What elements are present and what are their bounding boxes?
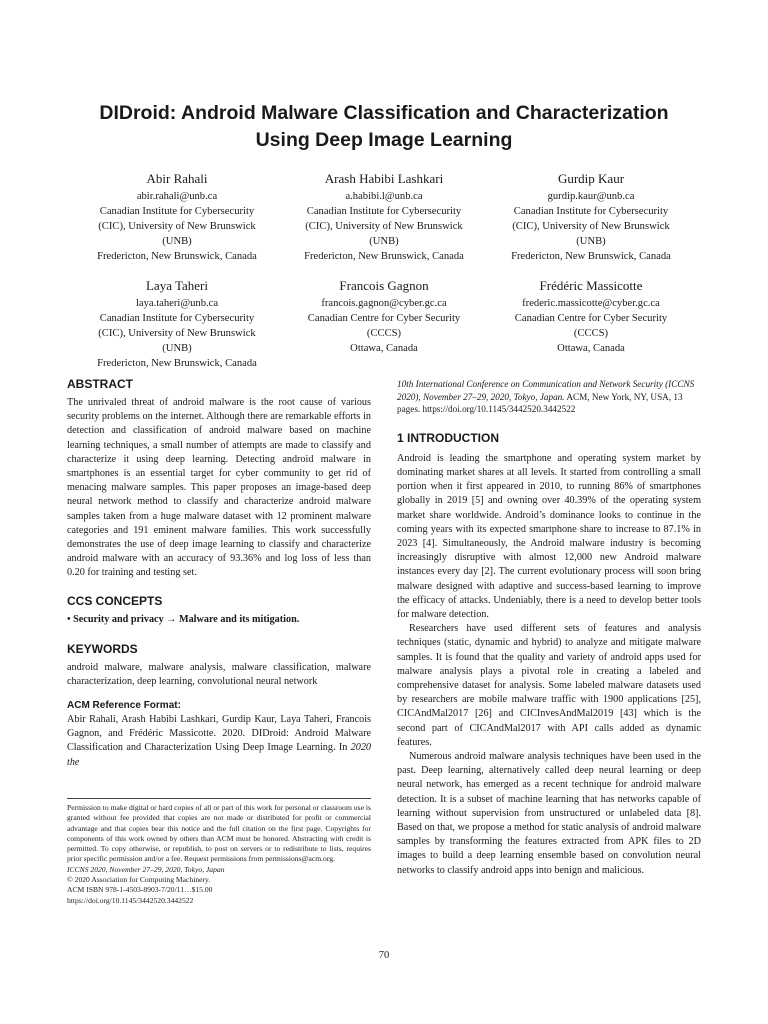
author-affiliation: (CIC), University of New Brunswick [98, 221, 256, 232]
intro-paragraph: Android is leading the smartphone and operating system market by dominating market shares at all levels. It started from controlling a small portion when it first appeared in 2010, to running 86% of smartphones globally in 2019 [5] and owning over 40.39% of the operating system market share worldwide. Android’s dominance looks to continue in the coming years with its expected smartphone share to increase to 87.1% in 2023 [4]. Simultaneously, the Android malware industry is becoming increasingly disruptive with almost 12,000 new Android malware instances every day [2]. The current evolutionary process will soon bring malware designed with adaptive and success-based learning to improve the efficacy of attacks. Undeniably, there is a need to develop better tools for malware detection. [397, 452, 701, 621]
author-location: Fredericton, New Brunswick, Canada [304, 251, 464, 262]
footnote-venue: ICCNS 2020, November 27–29, 2020, Tokyo, Japan [67, 864, 225, 874]
acm-reference-venue: 2020 the [67, 742, 371, 768]
author-block [77, 277, 277, 371]
author-block [491, 170, 691, 264]
abstract-text: The unrivaled threat of android malware is the root cause of various security problems on the internet. Although there are remarkable efforts in detection and classification of android malware based on machine learning techniques, a small number of attempts are made to classify and characterize it using deep learning. Detecting android malware in smartphones is an essential target for cyber community to get rid of menacing malware samples. This paper proposes an image-based deep neural network method to classify and characterize android malware samples taken from a huge malware dataset with 12 prominent malware categories and 191 eminent malware families. This work successfully demonstrates the use of deep image learning to classify and characterize android malware with an accuracy of 93.36% and log loss of less than 0.20 for training and testing set. [67, 397, 371, 579]
author-location: Ottawa, Canada [350, 343, 418, 354]
author-affiliation: Canadian Centre for Cyber Security [307, 313, 461, 324]
intro-paragraph: Numerous android malware analysis techniques have been used in the past. Deep learning, alternatively called deep neural learning or deep neural network, has emerged as a recent technique for android malware detection. It is a subset of machine learning that has networks capable of learning without supervision from unstructured or unlabeled data [8]. Based on that, we propose a method for static analysis of android malware samples by transforming the features extracted from APK files to 2D images to build a deep learning ensemble based on convolution neural networks to classify android apps into benign and malicious. [397, 751, 701, 876]
author-name: Frédéric Massicotte [539, 278, 643, 293]
author-block [491, 277, 691, 356]
author-affiliation: Canadian Centre for Cyber Security [514, 313, 668, 324]
author-name: Abir Rahali [146, 171, 208, 186]
author-email: frederic.massicotte@cyber.gc.ca [522, 298, 660, 309]
author-affiliation: Canadian Institute for Cybersecurity [513, 206, 669, 217]
intro-paragraph: Researchers have used different sets of features and analysis techniques (static, dynamic and hybrid) to analyze and mitigate malware samples. It is found that the quality and variety of android apps used for malware analysis plays a pivotal role in creating a labeled and comprehensive dataset for analysis. Some labeled malware datasets used by researchers are mobile malware traffic with 1900 applications [25], CICAndMal2017 [26] and CICInvesAndMal2019 [43] which is the second part of CICAndMal2017 with API calls added as dynamic features. [397, 623, 701, 748]
acm-reference-text [67, 713, 371, 770]
author-name: Gurdip Kaur [557, 171, 625, 186]
author-block [284, 170, 484, 264]
paper-title [0, 100, 768, 154]
author-email: abir.rahali@unb.ca [136, 191, 218, 202]
paper-title-line-2: Using Deep Image Learning [255, 129, 513, 151]
acm-reference-body: Abir Rahali, Arash Habibi Lashkari, Gurdip Kaur, Laya Taheri, Francois Gagnon, and Frédéric Massicotte. 2020. DIDroid: Android Malware Classification and Characterization Using Deep Image Learning. In [67, 714, 371, 754]
author-location: Fredericton, New Brunswick, Canada [97, 358, 257, 369]
author-affiliation: (CIC), University of New Brunswick [305, 221, 463, 232]
author-location: Ottawa, Canada [557, 343, 625, 354]
author-email: a.habibi.l@unb.ca [345, 191, 423, 202]
author-location: Fredericton, New Brunswick, Canada [511, 251, 671, 262]
permission-text: Permission to make digital or hard copies of all or part of this work for personal or classroom use is granted without fee provided that copies are not made or distributed for profit or commercial advantage and that copies bear this notice and the full citation on the first page. Copyrights for components of this work owned by others than ACM must be honored. Abstracting with credit is permitted. To copy otherwise, or republish, to post on servers or to redistribute to lists, requires prior specific permission and/or a fee. Request permissions from permissions@acm.org. [67, 803, 371, 864]
acm-reference-heading: ACM Reference Format: [67, 700, 181, 712]
author-affiliation: (CIC), University of New Brunswick [98, 328, 256, 339]
ccs-heading: CCS CONCEPTS [67, 593, 163, 608]
author-affiliation: (UNB) [162, 236, 192, 247]
author-block [77, 170, 277, 264]
author-email: francois.gagnon@cyber.gc.ca [321, 298, 447, 309]
author-name: Francois Gagnon [339, 278, 429, 293]
author-affiliation: (UNB) [369, 236, 399, 247]
author-affiliation: (UNB) [576, 236, 606, 247]
acm-reference-venue-continued: 10th International Conference on Communication and Network Security (ICCNS 2020), November 27–29, 2020, Tokyo, Japan. [397, 379, 695, 402]
author-name: Laya Taheri [145, 278, 208, 293]
footnote-copyright: © 2020 Association for Computing Machinery. [67, 875, 211, 885]
footnote-isbn: ACM ISBN 978-1-4503-8903-7/20/11…$15.00 [67, 885, 213, 895]
introduction-heading: 1 INTRODUCTION [397, 430, 499, 445]
author-block [284, 277, 484, 356]
author-affiliation: Canadian Institute for Cybersecurity [306, 206, 462, 217]
author-name: Arash Habibi Lashkari [324, 171, 444, 186]
ccs-concepts: • Security and privacy → Malware and its mitigation. [67, 613, 300, 625]
keywords-text: android malware, malware analysis, malware classification, malware characterization, deep learning, convolutional neural network [67, 661, 371, 687]
author-email: gurdip.kaur@unb.ca [547, 191, 635, 202]
keywords-heading: KEYWORDS [67, 641, 138, 656]
author-affiliation: (CCCS) [366, 328, 402, 339]
acm-reference-continuation [397, 378, 701, 416]
author-affiliation: (UNB) [162, 343, 192, 354]
paper-title-line-1: DIDroid: Android Malware Classification and Characterization [99, 102, 669, 124]
permission-footnote [67, 798, 371, 906]
author-email: laya.taheri@unb.ca [135, 298, 219, 309]
abstract-heading: ABSTRACT [67, 377, 133, 391]
acm-reference-tail: ACM, New York, NY, USA, 13 pages. https://doi.org/10.1145/3442520.3442522 [397, 391, 683, 415]
author-affiliation: (CIC), University of New Brunswick [512, 221, 670, 232]
author-location: Fredericton, New Brunswick, Canada [97, 251, 257, 262]
author-affiliation: Canadian Institute for Cybersecurity [99, 313, 255, 324]
author-affiliation: Canadian Institute for Cybersecurity [99, 206, 255, 217]
author-affiliation: (CCCS) [573, 328, 609, 339]
page-number: 70 [378, 950, 390, 961]
left-column [67, 376, 371, 770]
footnote-doi: https://doi.org/10.1145/3442520.3442522 [67, 895, 194, 905]
right-column [397, 378, 701, 878]
